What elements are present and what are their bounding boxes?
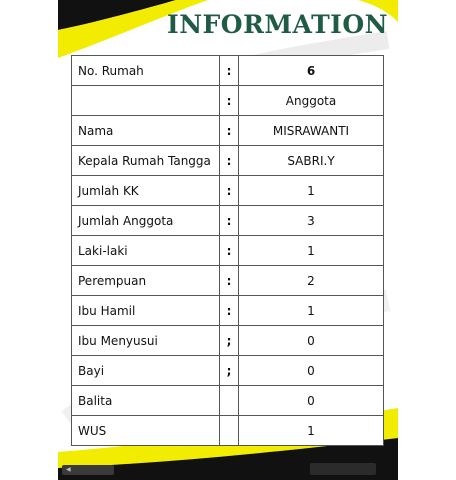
- row-label: Perempuan: [72, 266, 220, 296]
- row-value: 1: [239, 416, 384, 446]
- table-row: [72, 146, 384, 176]
- table-row: [72, 326, 384, 356]
- row-label: Ibu Hamil: [72, 296, 220, 326]
- table-row: [72, 86, 384, 116]
- row-separator: ;: [220, 356, 239, 386]
- back-button[interactable]: [62, 465, 114, 475]
- row-label: Kepala Rumah Tangga: [72, 146, 220, 176]
- row-separator: :: [220, 266, 239, 296]
- table-row: [72, 386, 384, 416]
- table-row: [72, 296, 384, 326]
- row-label: Laki-laki: [72, 236, 220, 266]
- row-label: Bayi: [72, 356, 220, 386]
- row-separator: :: [220, 206, 239, 236]
- row-value: MISRAWANTI: [239, 116, 384, 146]
- row-separator: :: [220, 86, 239, 116]
- row-value: 1: [239, 296, 384, 326]
- information-table: [71, 55, 384, 446]
- row-label: Jumlah KK: [72, 176, 220, 206]
- row-value: 1: [239, 236, 384, 266]
- row-separator: :: [220, 236, 239, 266]
- row-separator: :: [220, 176, 239, 206]
- row-label: Nama: [72, 116, 220, 146]
- row-label: Ibu Menyusui: [72, 326, 220, 356]
- row-value: 1: [239, 176, 384, 206]
- table-row: [72, 266, 384, 296]
- row-value: 0: [239, 386, 384, 416]
- row-value: 3: [239, 206, 384, 236]
- row-separator: :: [220, 146, 239, 176]
- row-separator: :: [220, 116, 239, 146]
- information-card: [58, 0, 398, 480]
- row-label: No. Rumah: [72, 56, 220, 86]
- row-value: SABRI.Y: [239, 146, 384, 176]
- row-label: [72, 86, 220, 116]
- table-row: [72, 206, 384, 236]
- next-button[interactable]: [310, 463, 376, 475]
- table-row: [72, 116, 384, 146]
- row-value: 0: [239, 356, 384, 386]
- row-value: 2: [239, 266, 384, 296]
- row-label: Jumlah Anggota: [72, 206, 220, 236]
- row-separator: [220, 416, 239, 446]
- table-row: [72, 176, 384, 206]
- row-value: Anggota: [239, 86, 384, 116]
- table-row: [72, 356, 384, 386]
- row-label: Balita: [72, 386, 220, 416]
- row-separator: :: [220, 56, 239, 86]
- row-separator: ;: [220, 326, 239, 356]
- table-row: [72, 236, 384, 266]
- page-title: INFORMATION: [167, 10, 388, 39]
- table-row: [72, 416, 384, 446]
- row-separator: [220, 386, 239, 416]
- table-row: [72, 56, 384, 86]
- row-separator: :: [220, 296, 239, 326]
- row-value: 6: [239, 56, 384, 86]
- back-arrow-icon: ◀: [66, 466, 71, 473]
- row-label: WUS: [72, 416, 220, 446]
- row-value: 0: [239, 326, 384, 356]
